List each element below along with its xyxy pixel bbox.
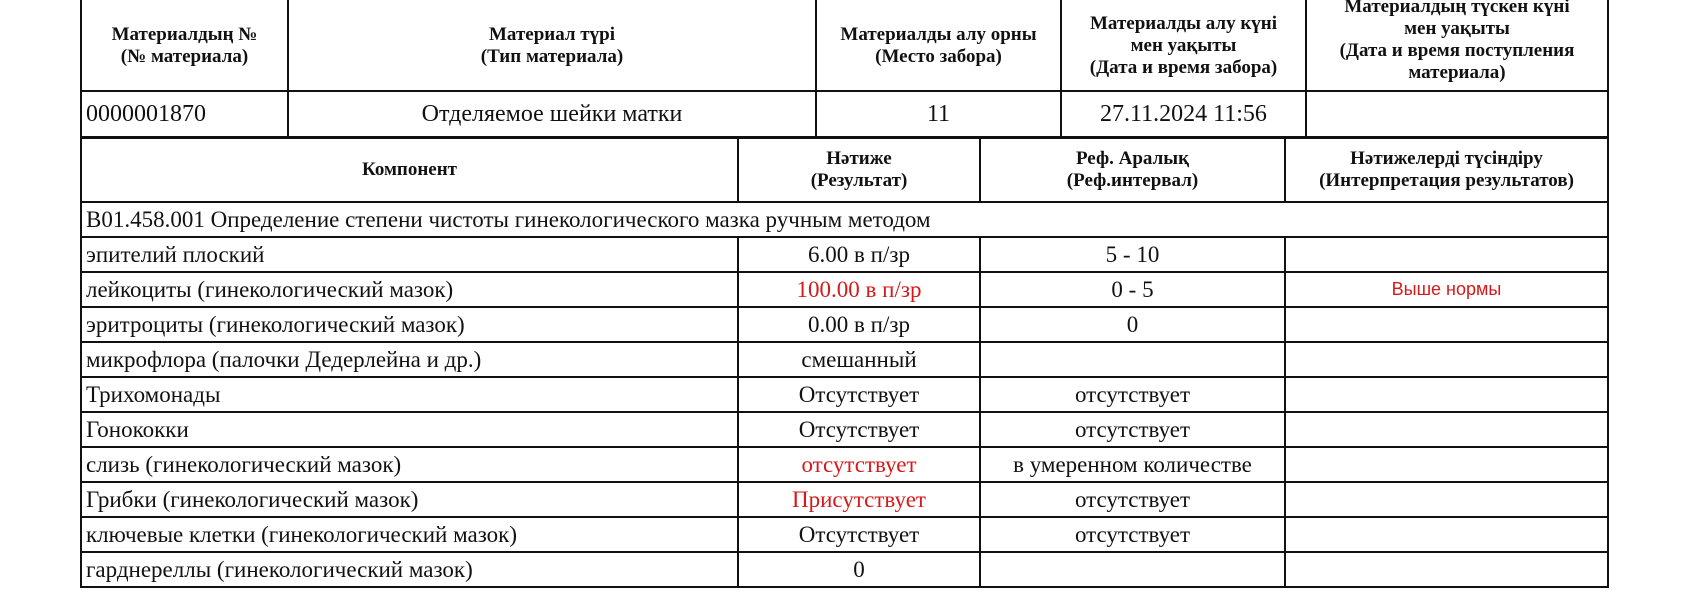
header-line: Материалдың түскен күні [1344, 0, 1570, 17]
header-line: (№ материала) [120, 46, 249, 67]
interpretation-cell [1285, 307, 1608, 342]
collection-datetime: 27.11.2024 11:56 [1061, 91, 1306, 137]
received-datetime [1306, 91, 1608, 137]
ref-interval-cell: 5 - 10 [980, 237, 1285, 272]
ref-interval-cell: отсутствует [980, 482, 1285, 517]
component-cell: эритроциты (гинекологический мазок) [81, 307, 738, 342]
header-line: Материалдың № [111, 24, 258, 45]
component-cell: гарднереллы (гинекологический мазок) [81, 552, 738, 587]
header-received-datetime [1306, 0, 1608, 91]
header-line: (Дата и время поступления [1339, 40, 1575, 61]
header-interpretation [1285, 138, 1608, 202]
header-line: (Дата и время забора) [1089, 57, 1278, 78]
result-cell: Отсутствует [738, 412, 980, 447]
header-line: Нәтиже [826, 148, 892, 169]
ref-interval-cell: отсутствует [980, 412, 1285, 447]
component-cell: Гонококки [81, 412, 738, 447]
interpretation-cell [1285, 447, 1608, 482]
interpretation-cell [1285, 517, 1608, 552]
interpretation-cell [1285, 377, 1608, 412]
component-cell: ключевые клетки (гинекологический мазок) [81, 517, 738, 552]
component-cell: лейкоциты (гинекологический мазок) [81, 272, 738, 307]
result-cell: отсутствует [738, 447, 980, 482]
section-title: B01.458.001 Определение степени чистоты гинекологического мазка ручным методом [81, 202, 1608, 237]
table-row [81, 237, 1608, 272]
ref-interval-cell: 0 [980, 307, 1285, 342]
result-cell: 0 [738, 552, 980, 587]
component-cell: слизь (гинекологический мазок) [81, 447, 738, 482]
material-type: Отделяемое шейки матки [288, 91, 816, 137]
ref-interval-cell: 0 - 5 [980, 272, 1285, 307]
interpretation-cell [1285, 342, 1608, 377]
interpretation-cell [1285, 237, 1608, 272]
header-line: Материалды алу күні [1090, 13, 1277, 34]
header-line: Реф. Аралық [1075, 148, 1190, 169]
interpretation-cell [1285, 412, 1608, 447]
result-cell: Отсутствует [738, 517, 980, 552]
table-row [81, 447, 1608, 482]
result-cell: Присутствует [738, 482, 980, 517]
table-row [81, 272, 1608, 307]
interpretation-cell [1285, 552, 1608, 587]
table-row [81, 307, 1608, 342]
result-cell: Отсутствует [738, 377, 980, 412]
results-table [80, 137, 1609, 588]
result-cell: 100.00 в п/зр [738, 272, 980, 307]
interpretation-cell [1285, 482, 1608, 517]
interpretation-cell: Выше нормы [1285, 272, 1608, 307]
header-collection-place [816, 0, 1061, 91]
header-line: Материал түрі [489, 24, 615, 45]
header-material-type [288, 0, 816, 91]
component-cell: Грибки (гинекологический мазок) [81, 482, 738, 517]
header-line: (Место забора) [875, 46, 1002, 67]
component-cell: эпителий плоский [81, 237, 738, 272]
header-line: Материалды алу орны [840, 24, 1037, 45]
result-cell: 0.00 в п/зр [738, 307, 980, 342]
table-row [81, 517, 1608, 552]
header-material-number [81, 0, 288, 91]
table-row [81, 342, 1608, 377]
result-cell: смешанный [738, 342, 980, 377]
header-line: мен уақыты [1404, 18, 1510, 39]
header-line: Нәтижелерді түсіндіру [1350, 148, 1543, 169]
header-line: (Реф.интервал) [1066, 170, 1199, 191]
table-row [81, 482, 1608, 517]
header-result [738, 138, 980, 202]
ref-interval-cell [980, 342, 1285, 377]
header-line: (Интерпретация результатов) [1319, 170, 1574, 191]
table-row [81, 412, 1608, 447]
header-component: Компонент [81, 138, 738, 202]
header-line: материала) [1408, 62, 1506, 83]
component-cell: Трихомонады [81, 377, 738, 412]
header-ref-interval [980, 138, 1285, 202]
ref-interval-cell [980, 552, 1285, 587]
collection-place: 11 [816, 91, 1061, 137]
material-number: 0000001870 [81, 91, 288, 137]
header-line: (Результат) [810, 170, 908, 191]
table-row [81, 377, 1608, 412]
header-line: (Тип материала) [480, 46, 624, 67]
ref-interval-cell: отсутствует [980, 377, 1285, 412]
header-line: мен уақыты [1130, 35, 1237, 56]
ref-interval-cell: в умеренном количестве [980, 447, 1285, 482]
material-info-table [80, 0, 1609, 138]
header-collection-datetime [1061, 0, 1306, 91]
table-row [81, 552, 1608, 587]
ref-interval-cell: отсутствует [980, 517, 1285, 552]
component-cell: микрофлора (палочки Дедерлейна и др.) [81, 342, 738, 377]
result-cell: 6.00 в п/зр [738, 237, 980, 272]
